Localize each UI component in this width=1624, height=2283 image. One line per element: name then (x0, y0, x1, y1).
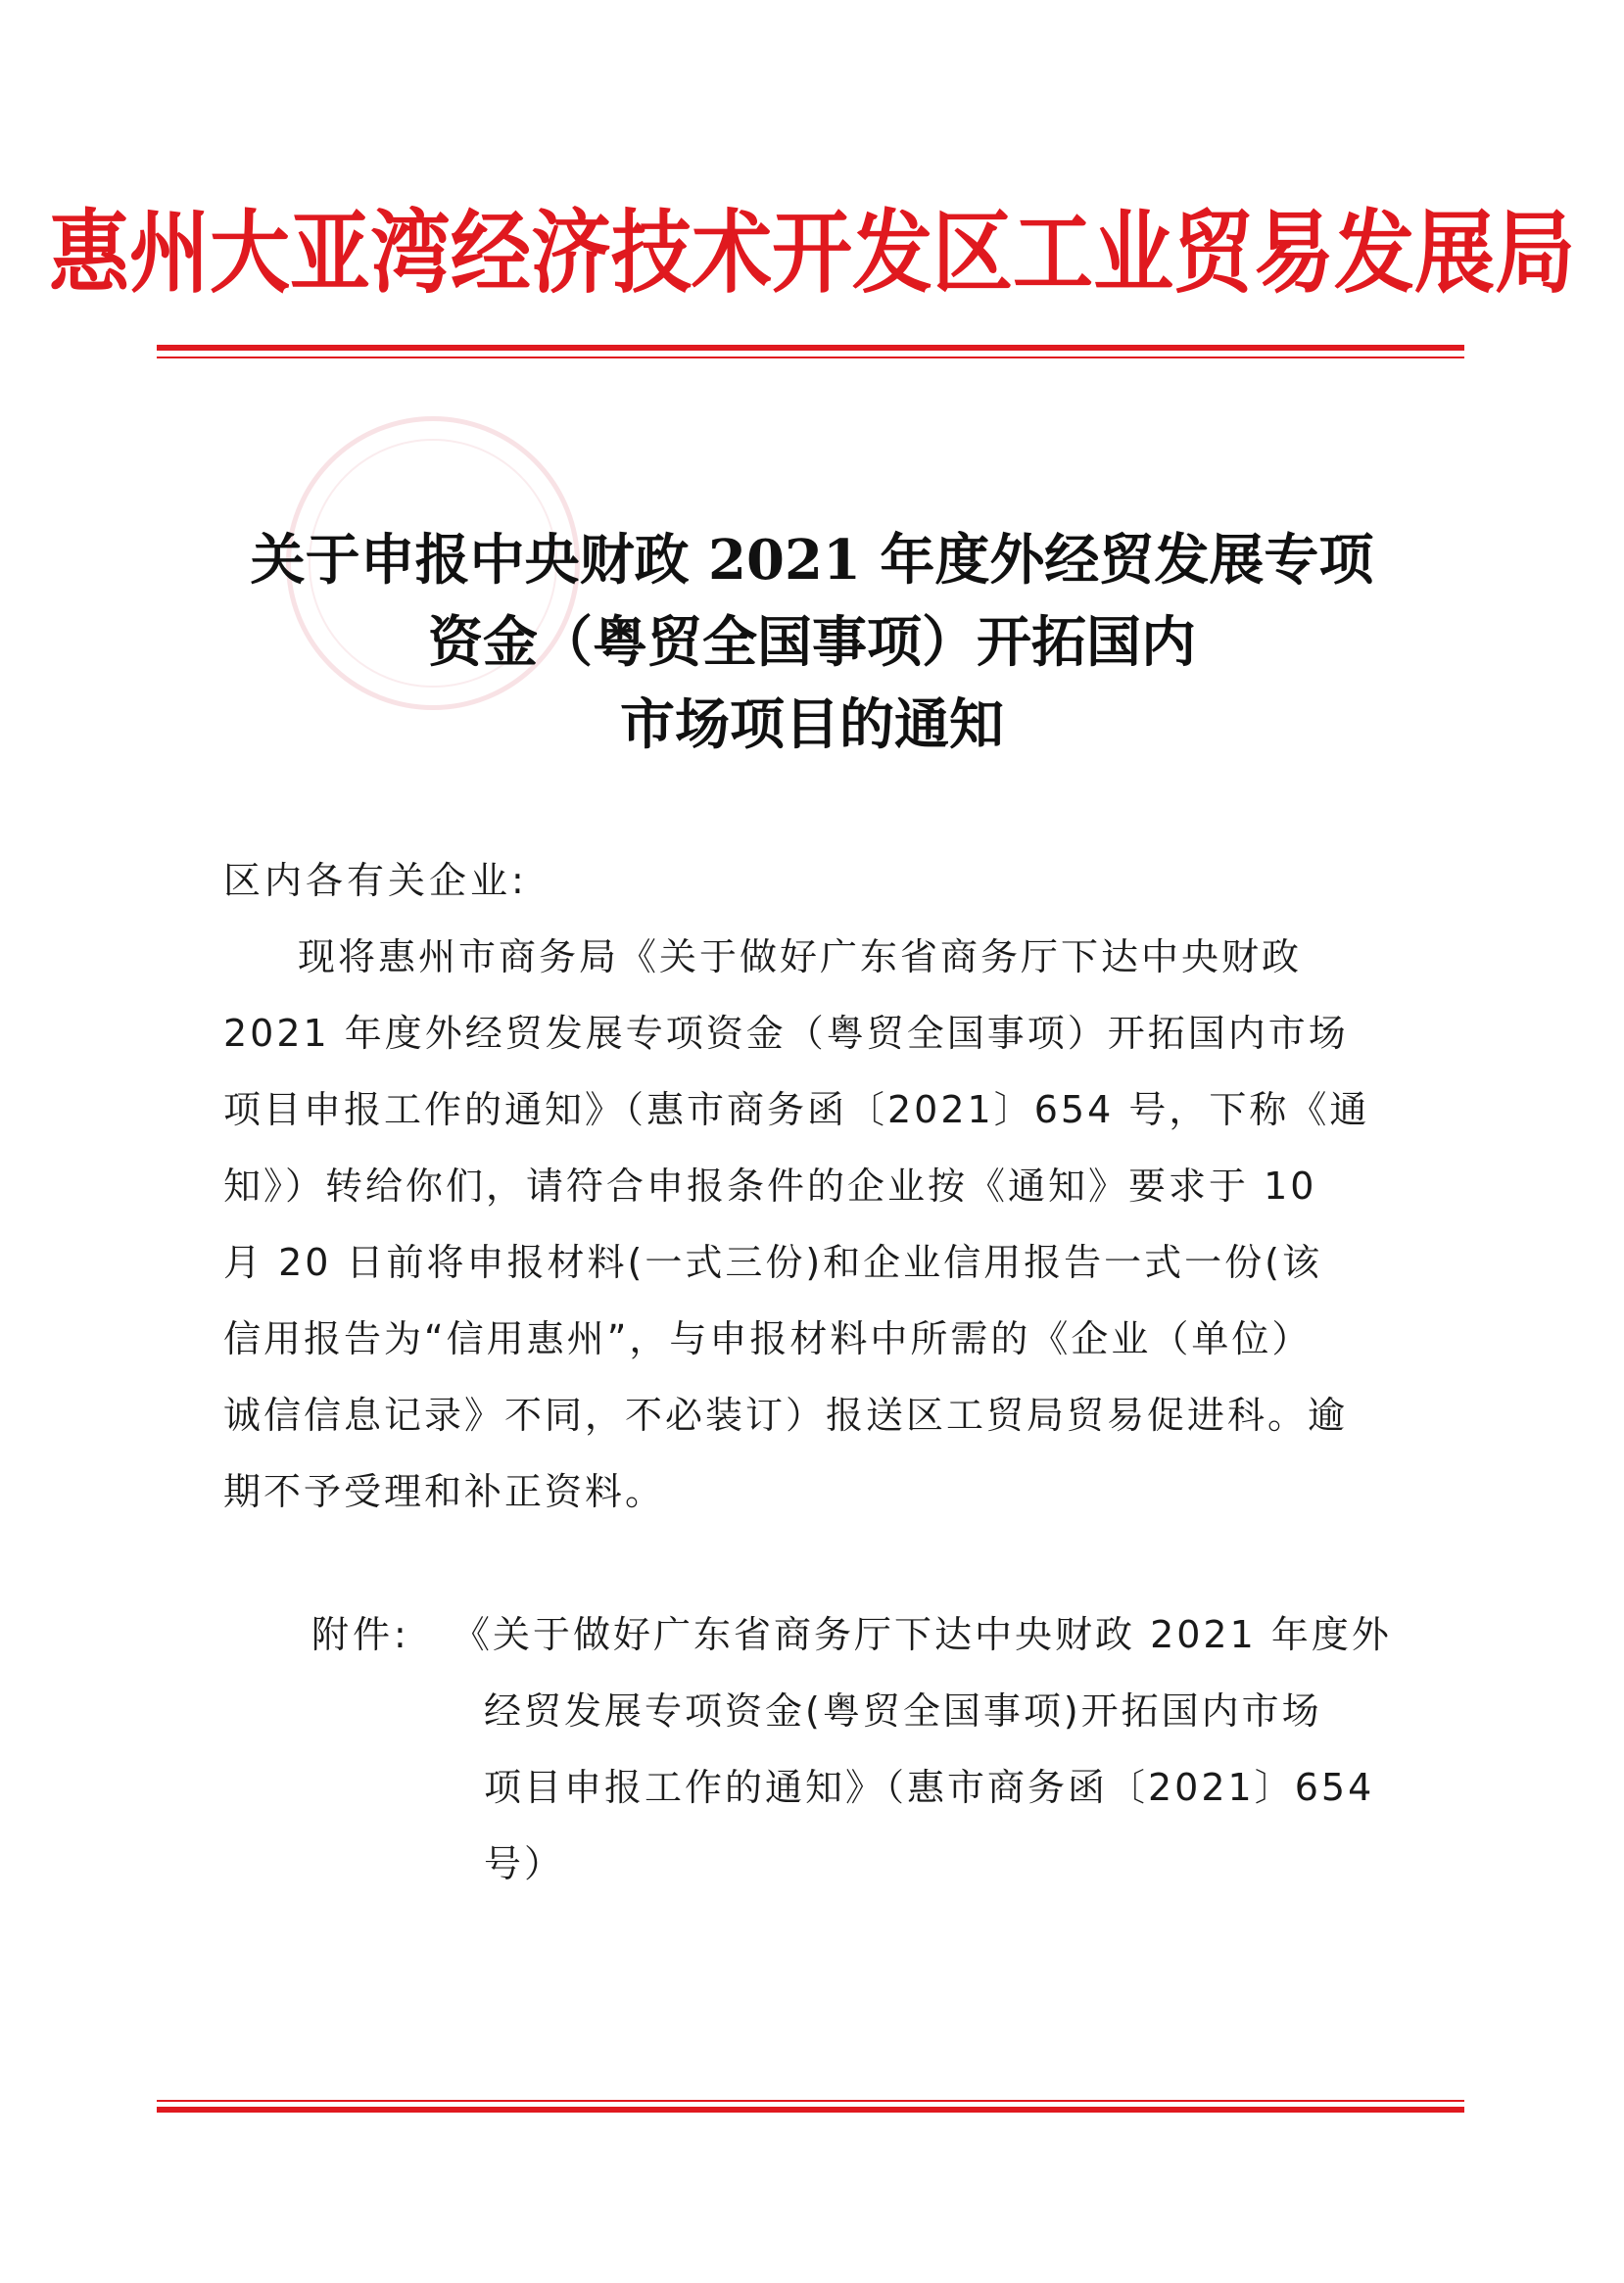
body-line-5: 月 20 日前将申报材料(一式三份)和企业信用报告一式一份(该 (223, 1241, 1322, 1284)
title-line-1: 关于申报中央财政 2021 年度外经贸发展专项 (250, 528, 1374, 593)
attachment-line-1: 《关于做好广东省商务厅下达中央财政 2021 年度外 (453, 1613, 1392, 1656)
salutation: 区内各有关企业: (223, 859, 528, 902)
body-line-6: 信用报告为“信用惠州”，与申报材料中所需的《企业（单位） (223, 1317, 1313, 1360)
header-red-rule-thick (157, 345, 1464, 351)
body-line-3: 项目申报工作的通知》（惠市商务函〔2021〕654 号，下称《通 (223, 1088, 1370, 1131)
footer-red-rule-thick (157, 2107, 1464, 2113)
attachment-line-3: 项目申报工作的通知》（惠市商务函〔2021〕654 (484, 1766, 1375, 1809)
attachment-line-4: 号） (484, 1842, 565, 1885)
footer-red-rule-thin (157, 2100, 1464, 2102)
body-line-2: 2021 年度外经贸发展专项资金（粤贸全国事项）开拓国内市场 (223, 1012, 1349, 1055)
title-line-2: 资金（粤贸全国事项）开拓国内 (428, 610, 1196, 675)
document-title (0, 519, 1624, 766)
body-line-7: 诚信信息记录》不同，不必装订）报送区工贸局贸易促进科。逾 (223, 1394, 1349, 1437)
title-line-3: 市场项目的通知 (620, 692, 1004, 757)
body-line-1: 现将惠州市商务局《关于做好广东省商务厅下达中央财政 (298, 935, 1303, 978)
body-line-8: 期不予受理和补正资料。 (223, 1470, 666, 1513)
issuing-authority-header: 惠州大亚湾经济技术开发区工业贸易发展局 (48, 202, 1575, 307)
header-red-rule-thin (157, 357, 1464, 358)
body-line-4: 知》）转给你们，请符合申报条件的企业按《通知》要求于 10 (223, 1165, 1317, 1208)
attachment-line-2: 经贸发展专项资金(粤贸全国事项)开拓国内市场 (484, 1689, 1322, 1733)
attachment-label: 附件: (311, 1613, 410, 1656)
